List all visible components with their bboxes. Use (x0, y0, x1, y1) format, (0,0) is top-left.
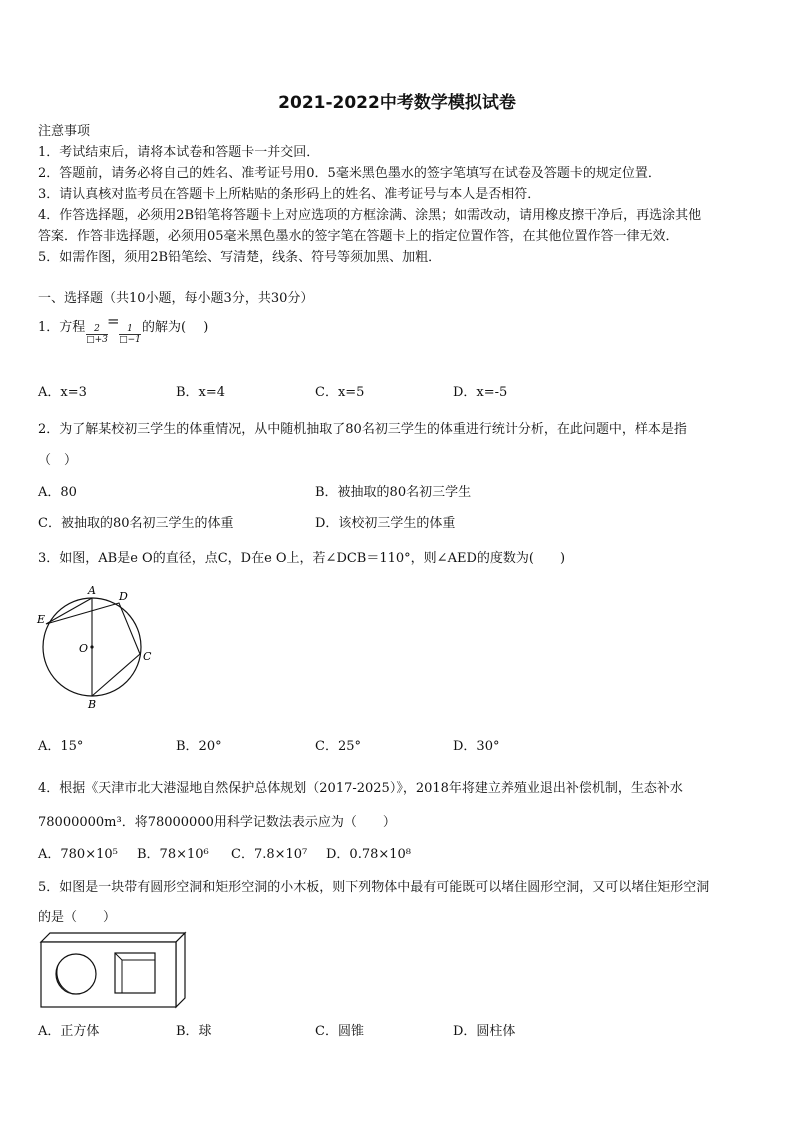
q3-option-b[interactable]: B．20° (176, 739, 222, 754)
notice-heading: 注意事项 (38, 124, 91, 139)
q4-option-d[interactable]: D．0.78×10⁸ (326, 847, 412, 862)
q1-fraction-2 (119, 324, 141, 345)
q1-fraction-1 (86, 324, 108, 345)
q4-text-line1: 4．根据《天津市北大港湿地自然保护总体规划（2017-2025）》，2018年将建立养殖业退出补偿机制，生态补水 (38, 781, 683, 796)
notice-item: 1．考试结束后，请将本试卷和答题卡一并交回． (38, 145, 320, 160)
q1-option-d[interactable]: D．x=-5 (453, 385, 508, 400)
q3-option-a[interactable]: A．15° (38, 739, 84, 754)
board-top-face (41, 933, 185, 942)
q5-option-d[interactable]: D．圆柱体 (453, 1024, 516, 1039)
q2-text-line2: （ ） (38, 453, 78, 468)
q2-option-c[interactable]: C．被抽取的80名初三学生的体重 (38, 516, 234, 531)
q5-option-c[interactable]: C．圆锥 (315, 1024, 364, 1039)
q1-frac2-numerator: 1 (127, 324, 133, 334)
label-b: B (88, 698, 97, 711)
q1-option-c[interactable]: C．x=5 (315, 385, 365, 400)
q4-text-line2: 78000000m³．将78000000用科学记数法表示应为（ ） (38, 815, 396, 830)
q1-equals: = (107, 312, 120, 330)
q4-option-a[interactable]: A．780×10⁵ (38, 847, 118, 862)
page-title: 2021-2022中考数学模拟试卷 (278, 93, 516, 113)
q5-option-b[interactable]: B．球 (176, 1024, 212, 1039)
q1-frac1-denominator: □+3 (86, 335, 108, 345)
circular-hole (56, 954, 96, 994)
q5-text-line2: 的是（ ） (38, 910, 117, 925)
q1-frac2-denominator: □−1 (119, 335, 141, 345)
q2-option-d[interactable]: D．该校初三学生的体重 (315, 516, 456, 531)
q1-option-a[interactable]: A．x=3 (38, 385, 87, 400)
notice-item: 2．答题前，请务必将自己的姓名、准考证号用0．5毫米黑色墨水的签字笔填写在试卷及答题卡的规定位置． (38, 166, 661, 181)
label-e: E (37, 613, 46, 626)
q2-option-a[interactable]: A．80 (38, 485, 77, 500)
notice-item: 5．如需作图，须用2B铅笔绘、写清楚，线条、符号等须加黑、加粗． (38, 250, 442, 265)
label-c: C (143, 650, 152, 663)
q3-circle-figure (30, 582, 160, 712)
q5-option-a[interactable]: A．正方体 (38, 1024, 100, 1039)
q2-option-b[interactable]: B．被抽取的80名初三学生 (315, 485, 472, 500)
q2-text-line1: 2．为了解某校初三学生的体重情况，从中随机抽取了80名初三学生的体重进行统计分析，在此问题中，样本是指 (38, 422, 687, 437)
q5-board-figure (38, 930, 188, 1010)
q4-option-b[interactable]: B．78×10⁶ (137, 847, 209, 862)
q5-text-line1: 5．如图是一块带有圆形空洞和矩形空洞的小木板，则下列物体中最有可能既可以堵住圆形空洞，又可以堵住矩形空洞 (38, 880, 710, 895)
q1-option-b[interactable]: B．x=4 (176, 385, 226, 400)
notice-item: 答案．作答非选择题，必须用05毫米黑色墨水的签字笔在答题卡上的指定位置作答，在其他位置作答一律无效． (38, 229, 679, 244)
q4-option-c[interactable]: C．7.8×10⁷ (231, 847, 308, 862)
q3-option-d[interactable]: D．30° (453, 739, 500, 754)
q1-suffix: 的解为( ) (142, 320, 209, 335)
label-a: A (88, 584, 96, 597)
center-point (90, 645, 93, 648)
notice-item: 3．请认真核对监考员在答题卡上所粘贴的条形码上的姓名、准考证号与本人是否相符． (38, 187, 541, 202)
q3-option-c[interactable]: C．25° (315, 739, 361, 754)
board-side-face (176, 933, 185, 1007)
q1-frac1-numerator: 2 (94, 324, 100, 334)
notice-item: 4．作答选择题，必须用2B铅笔将答题卡上对应选项的方框涂满、涂黑；如需改动，请用橡皮擦干净后，再选涂其他 (38, 208, 702, 223)
q1-prefix: 1．方程 (38, 320, 86, 335)
q3-text: 3．如图，AB是e O的直径，点C，D在e O上，若∠DCB＝110°，则∠AED的度数为( ) (38, 551, 566, 566)
label-d: D (119, 590, 128, 603)
section-heading: 一、选择题（共10小题，每小题3分，共30分） (38, 291, 314, 306)
label-o: O (79, 642, 89, 655)
